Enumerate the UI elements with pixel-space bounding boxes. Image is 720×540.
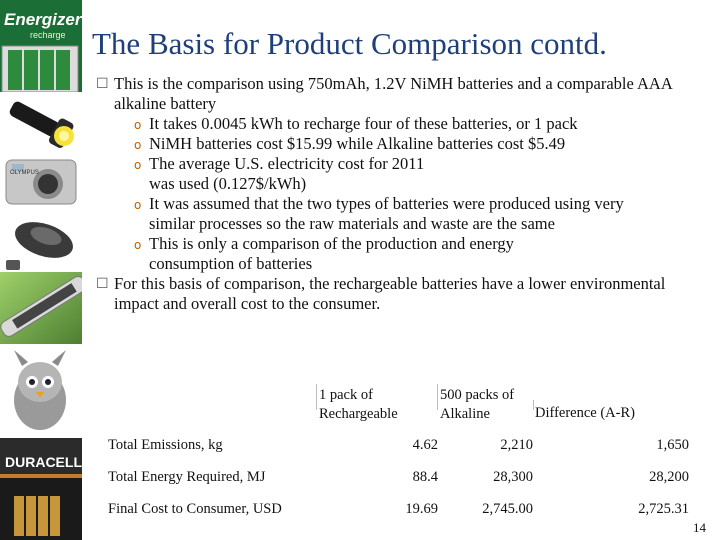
row-emissions-difference: 1,650 — [656, 437, 689, 453]
circle-bullet-icon: o — [134, 238, 142, 252]
bullet-list — [96, 74, 696, 314]
bullet-1 — [96, 74, 696, 114]
remote-control-image — [0, 272, 82, 344]
row-emissions-label: Total Emissions, kg — [108, 437, 223, 453]
table-divider — [437, 384, 438, 410]
row-energy-label: Total Energy Required, MJ — [108, 469, 266, 485]
row-cost-rechargeable: 19.69 — [405, 501, 438, 517]
row-energy-difference: 28,200 — [649, 469, 689, 485]
table-divider — [316, 384, 317, 410]
energizer-logo-text: Energizer — [4, 10, 82, 29]
header-alkaline: 500 packs of Alkaline — [440, 387, 515, 422]
energizer-batteries-image — [0, 0, 82, 96]
bullet-2 — [96, 274, 696, 314]
bullet-2-text: For this basis of comparison, the rechargeable batteries have a lower environmental impact and overall cost to the consumer. — [114, 274, 666, 313]
square-bullet-icon: ☐ — [96, 76, 109, 92]
sub-bullet-3 — [96, 154, 696, 194]
sub-bullet-3-text: The average U.S. electricity cost for 2011 was used (0.127$/kWh) — [149, 154, 425, 193]
bullet-1-text: This is the comparison using 750mAh, 1.2V NiMH batteries and a comparable AAA alkaline battery — [114, 74, 672, 113]
sub-bullet-4-text: It was assumed that the two types of batteries were produced using very similar processes so the raw materials and waste are the same — [149, 194, 624, 233]
circle-bullet-icon: o — [134, 138, 142, 152]
sub-bullet-5-text: This is only a comparison of the production and energy consumption of batteries — [149, 234, 514, 273]
page-number: 14 — [693, 520, 706, 535]
sub-bullet-5 — [96, 234, 696, 274]
header-rechargeable: 1 pack of Rechargeable — [319, 387, 398, 422]
row-emissions-rechargeable: 4.62 — [412, 437, 438, 453]
flashlight-image — [0, 92, 82, 152]
circle-bullet-icon: o — [134, 158, 142, 172]
camera-brand-text: OLYMPUS — [10, 170, 39, 176]
sub-bullet-1 — [96, 114, 696, 134]
circle-bullet-icon: o — [134, 118, 142, 132]
circle-bullet-icon: o — [134, 198, 142, 212]
digital-camera-image — [0, 150, 82, 212]
header-difference: Difference (A-R) — [535, 405, 635, 421]
row-energy-alkaline: 28,300 — [493, 469, 533, 485]
row-cost-label: Final Cost to Consumer, USD — [108, 501, 282, 517]
duracell-logo-text: DURACELL — [5, 454, 82, 470]
comparison-table — [0, 380, 720, 530]
sub-bullet-2 — [96, 134, 696, 154]
row-cost-alkaline: 2,745.00 — [482, 501, 533, 517]
slide-title: The Basis for Product Comparison contd. — [92, 26, 607, 61]
row-cost-difference: 2,725.31 — [638, 501, 689, 517]
wireless-mouse-image — [0, 212, 82, 274]
row-energy-rechargeable: 88.4 — [412, 469, 438, 485]
row-emissions-alkaline: 2,210 — [500, 437, 533, 453]
square-bullet-icon: ☐ — [96, 276, 109, 292]
sub-bullet-1-text: It takes 0.0045 kWh to recharge four of these batteries, or 1 pack — [149, 114, 578, 133]
energizer-sub-text: recharge — [30, 30, 66, 40]
sub-bullet-4 — [96, 194, 696, 234]
sub-bullet-2-text: NiMH batteries cost $15.99 while Alkaline batteries cost $5.49 — [149, 134, 566, 153]
